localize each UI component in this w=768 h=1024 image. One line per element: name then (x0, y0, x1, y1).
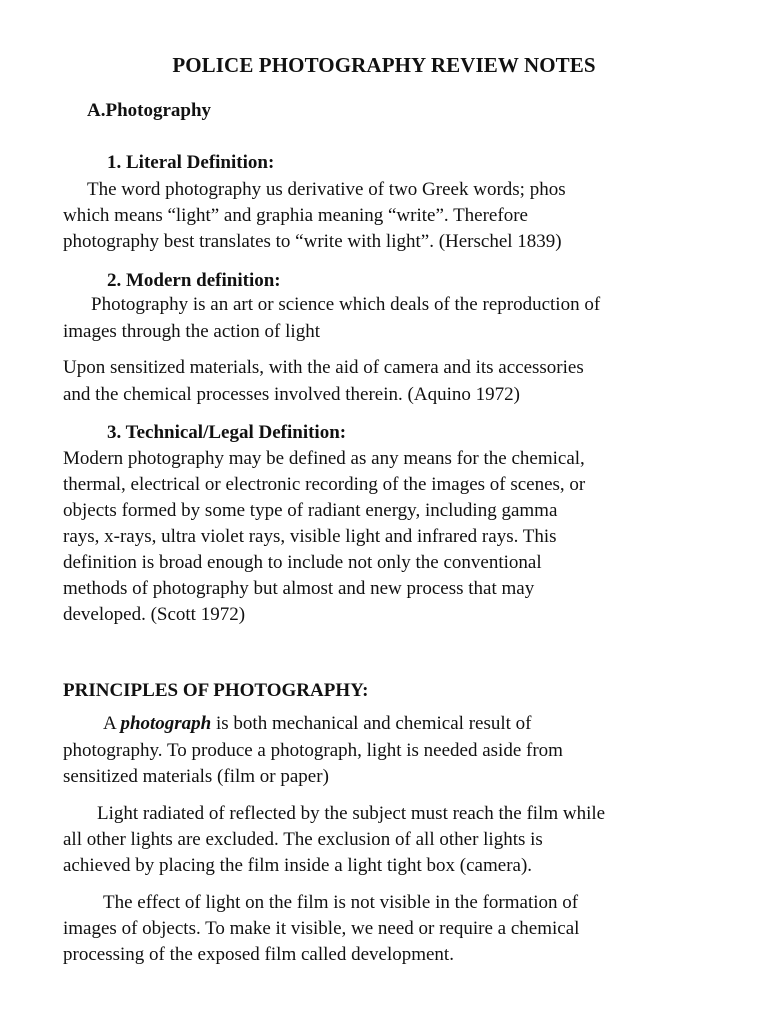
emphasized-term: photograph (120, 713, 212, 734)
paragraph-line: The word photography us derivative of two Greek words; phos (87, 179, 566, 200)
paragraph-line: Modern photography may be defined as any means for the chemical, (63, 448, 585, 469)
literal-definition-heading: 1. Literal Definition: (107, 152, 275, 173)
paragraph-line: developed. (Scott 1972) (63, 604, 246, 625)
prefix-text: A (103, 713, 121, 734)
paragraph-line (103, 712, 532, 736)
paragraph-line: Photography is an art or science which deals of the reproduction of (91, 294, 601, 315)
modern-definition-heading: 2. Modern definition: (107, 270, 281, 291)
paragraph-line: objects formed by some type of radiant energy, including gamma (63, 500, 558, 521)
paragraph-line: methods of photography but almost and new process that may (63, 578, 535, 599)
paragraph-line: Upon sensitized materials, with the aid of camera and its accessories (63, 357, 584, 378)
suffix-text: is both mechanical and chemical result of (211, 713, 532, 734)
paragraph-line: definition is broad enough to include not only the conventional (63, 552, 542, 573)
document-title: POLICE PHOTOGRAPHY REVIEW NOTES (172, 53, 596, 77)
paragraph-line: which means “light” and graphia meaning “write”. Therefore (63, 205, 528, 226)
paragraph-line: achieved by placing the film inside a light tight box (camera). (63, 855, 533, 876)
paragraph-line: rays, x-rays, ultra violet rays, visible light and infrared rays. This (63, 526, 557, 547)
paragraph-line: photography best translates to “write with light”. (Herschel 1839) (63, 231, 562, 252)
paragraph-line: photography. To produce a photograph, light is needed aside from (63, 740, 563, 761)
technical-legal-definition-heading: 3. Technical/Legal Definition: (107, 422, 347, 443)
paragraph-line: images of objects. To make it visible, we need or require a chemical (63, 918, 580, 939)
principles-heading: PRINCIPLES OF PHOTOGRAPHY: (63, 680, 369, 701)
section-a-heading: A.Photography (87, 100, 212, 121)
paragraph-line: processing of the exposed film called development. (63, 944, 454, 965)
paragraph-line: thermal, electrical or electronic recording of the images of scenes, or (63, 474, 586, 495)
paragraph-line: sensitized materials (film or paper) (63, 766, 329, 787)
paragraph-line: Light radiated of reflected by the subject must reach the film while (97, 803, 606, 824)
paragraph-line: all other lights are excluded. The exclusion of all other lights is (63, 829, 543, 850)
paragraph-line: and the chemical processes involved therein. (Aquino 1972) (63, 384, 520, 405)
paragraph-line: The effect of light on the film is not visible in the formation of (103, 892, 579, 913)
paragraph-line: images through the action of light (63, 321, 320, 342)
